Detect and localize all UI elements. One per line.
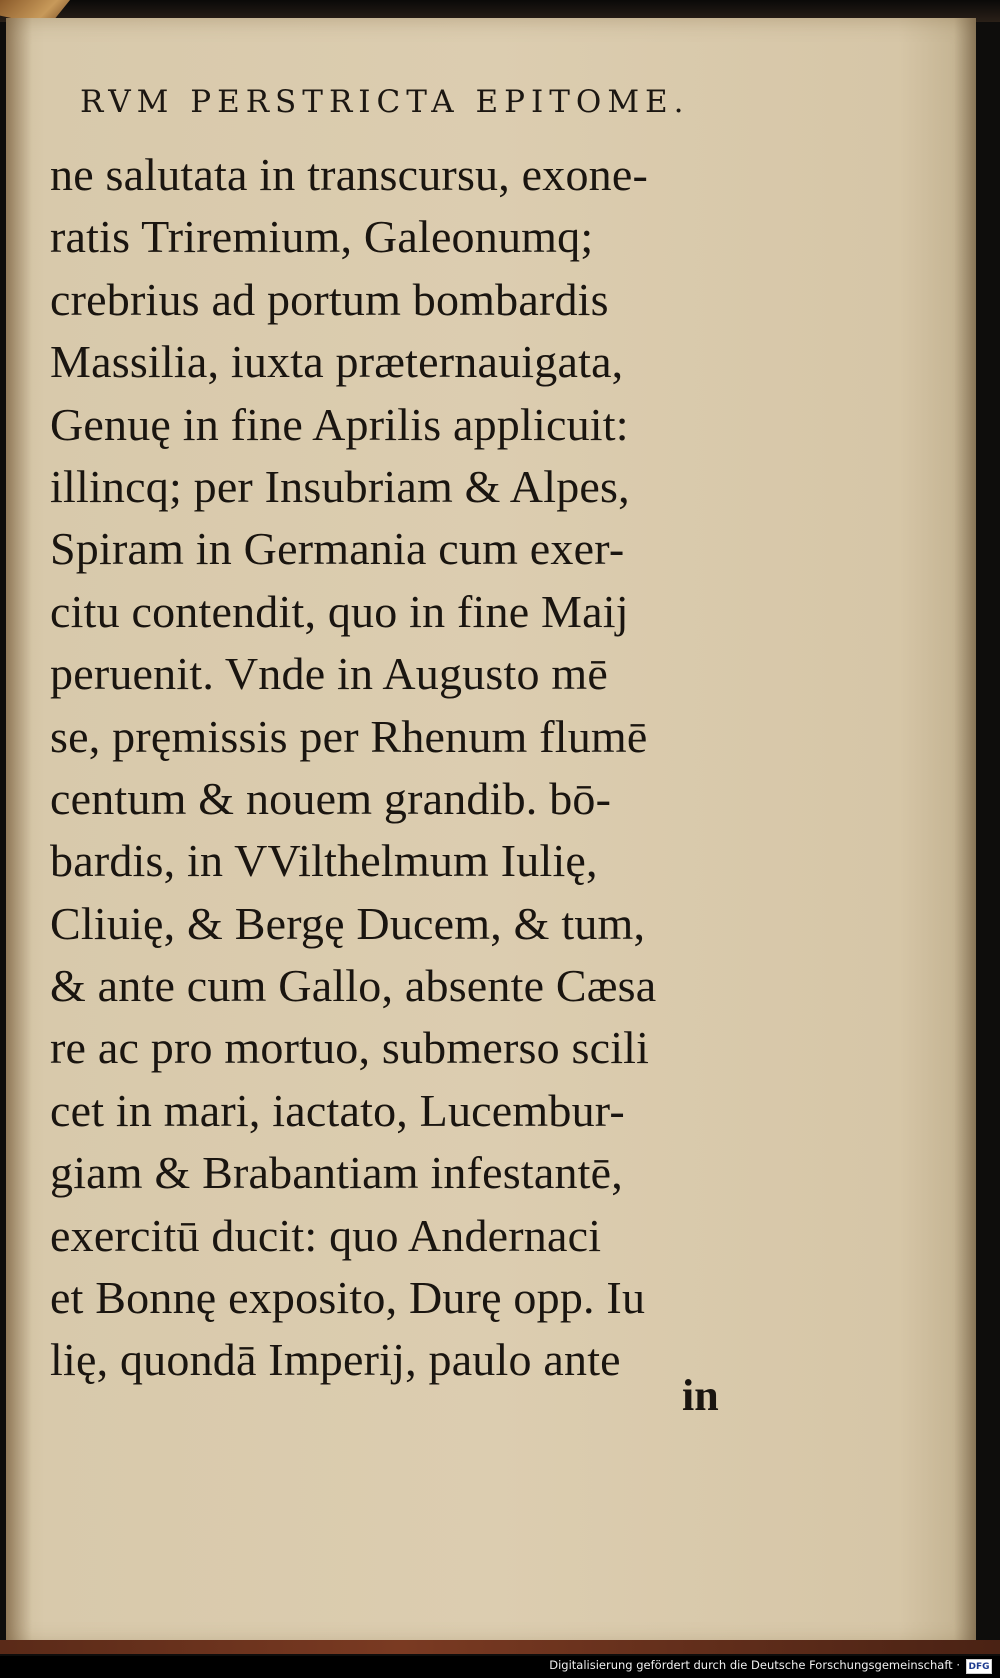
text-line: re ac pro mortuo, submerso scili [50,1022,650,1074]
spine-shadow [6,18,32,1646]
text-line: bardis, in VVilthelmum Iulię, [50,835,598,887]
running-head: RVM PERSTRICTA EPITOME. [80,84,690,120]
text-line: illincq; per Insubriam & Alpes, [50,460,630,512]
funding-credit: Digitalisierung gefördert durch die Deutsche Forschungsgemeinschaft · [549,1658,960,1672]
text-line: & ante cum Gallo, absente Cæsa [50,960,657,1012]
text-line: Massilia, iuxta præternauigata, [50,336,624,388]
body-text [50,144,750,1392]
text-line: et Bonnę exposito, Durę opp. Iu [50,1272,646,1324]
text-line: cet in mari, iactato, Lucembur- [50,1084,625,1136]
page-edge-shadow [954,18,976,1646]
text-line: Cliuię, & Bergę Ducem, & tum, [50,897,646,949]
text-line: crebrius ad portum bombardis [50,273,609,325]
text-line: ratis Triremium, Galeonumq; [50,211,594,263]
text-line: giam & Brabantiam infestantē, [50,1147,623,1199]
footer-bar [0,1656,1000,1678]
text-line: Genuę in fine Aprilis applicuit: [50,398,629,450]
text-line: exercitū ducit: quo Andernaci [50,1209,602,1261]
book-page [6,18,976,1646]
catchword: in [682,1371,719,1420]
book-bottom-edge [0,1640,1000,1654]
text-line: peruenit. Vnde in Augusto mē [50,648,608,700]
text-line: lię, quondā Imperij, paulo ante [50,1334,621,1386]
text-line: se, pręmissis per Rhenum flumē [50,710,648,762]
text-line: centum & nouem grandib. bō- [50,772,612,824]
dfg-logo-icon: DFG [966,1659,992,1674]
text-line: citu contendit, quo in fine Maij [50,585,629,637]
text-line: Spiram in Germania cum exer- [50,523,625,575]
text-line: ne salutata in transcursu, exone- [50,149,648,200]
